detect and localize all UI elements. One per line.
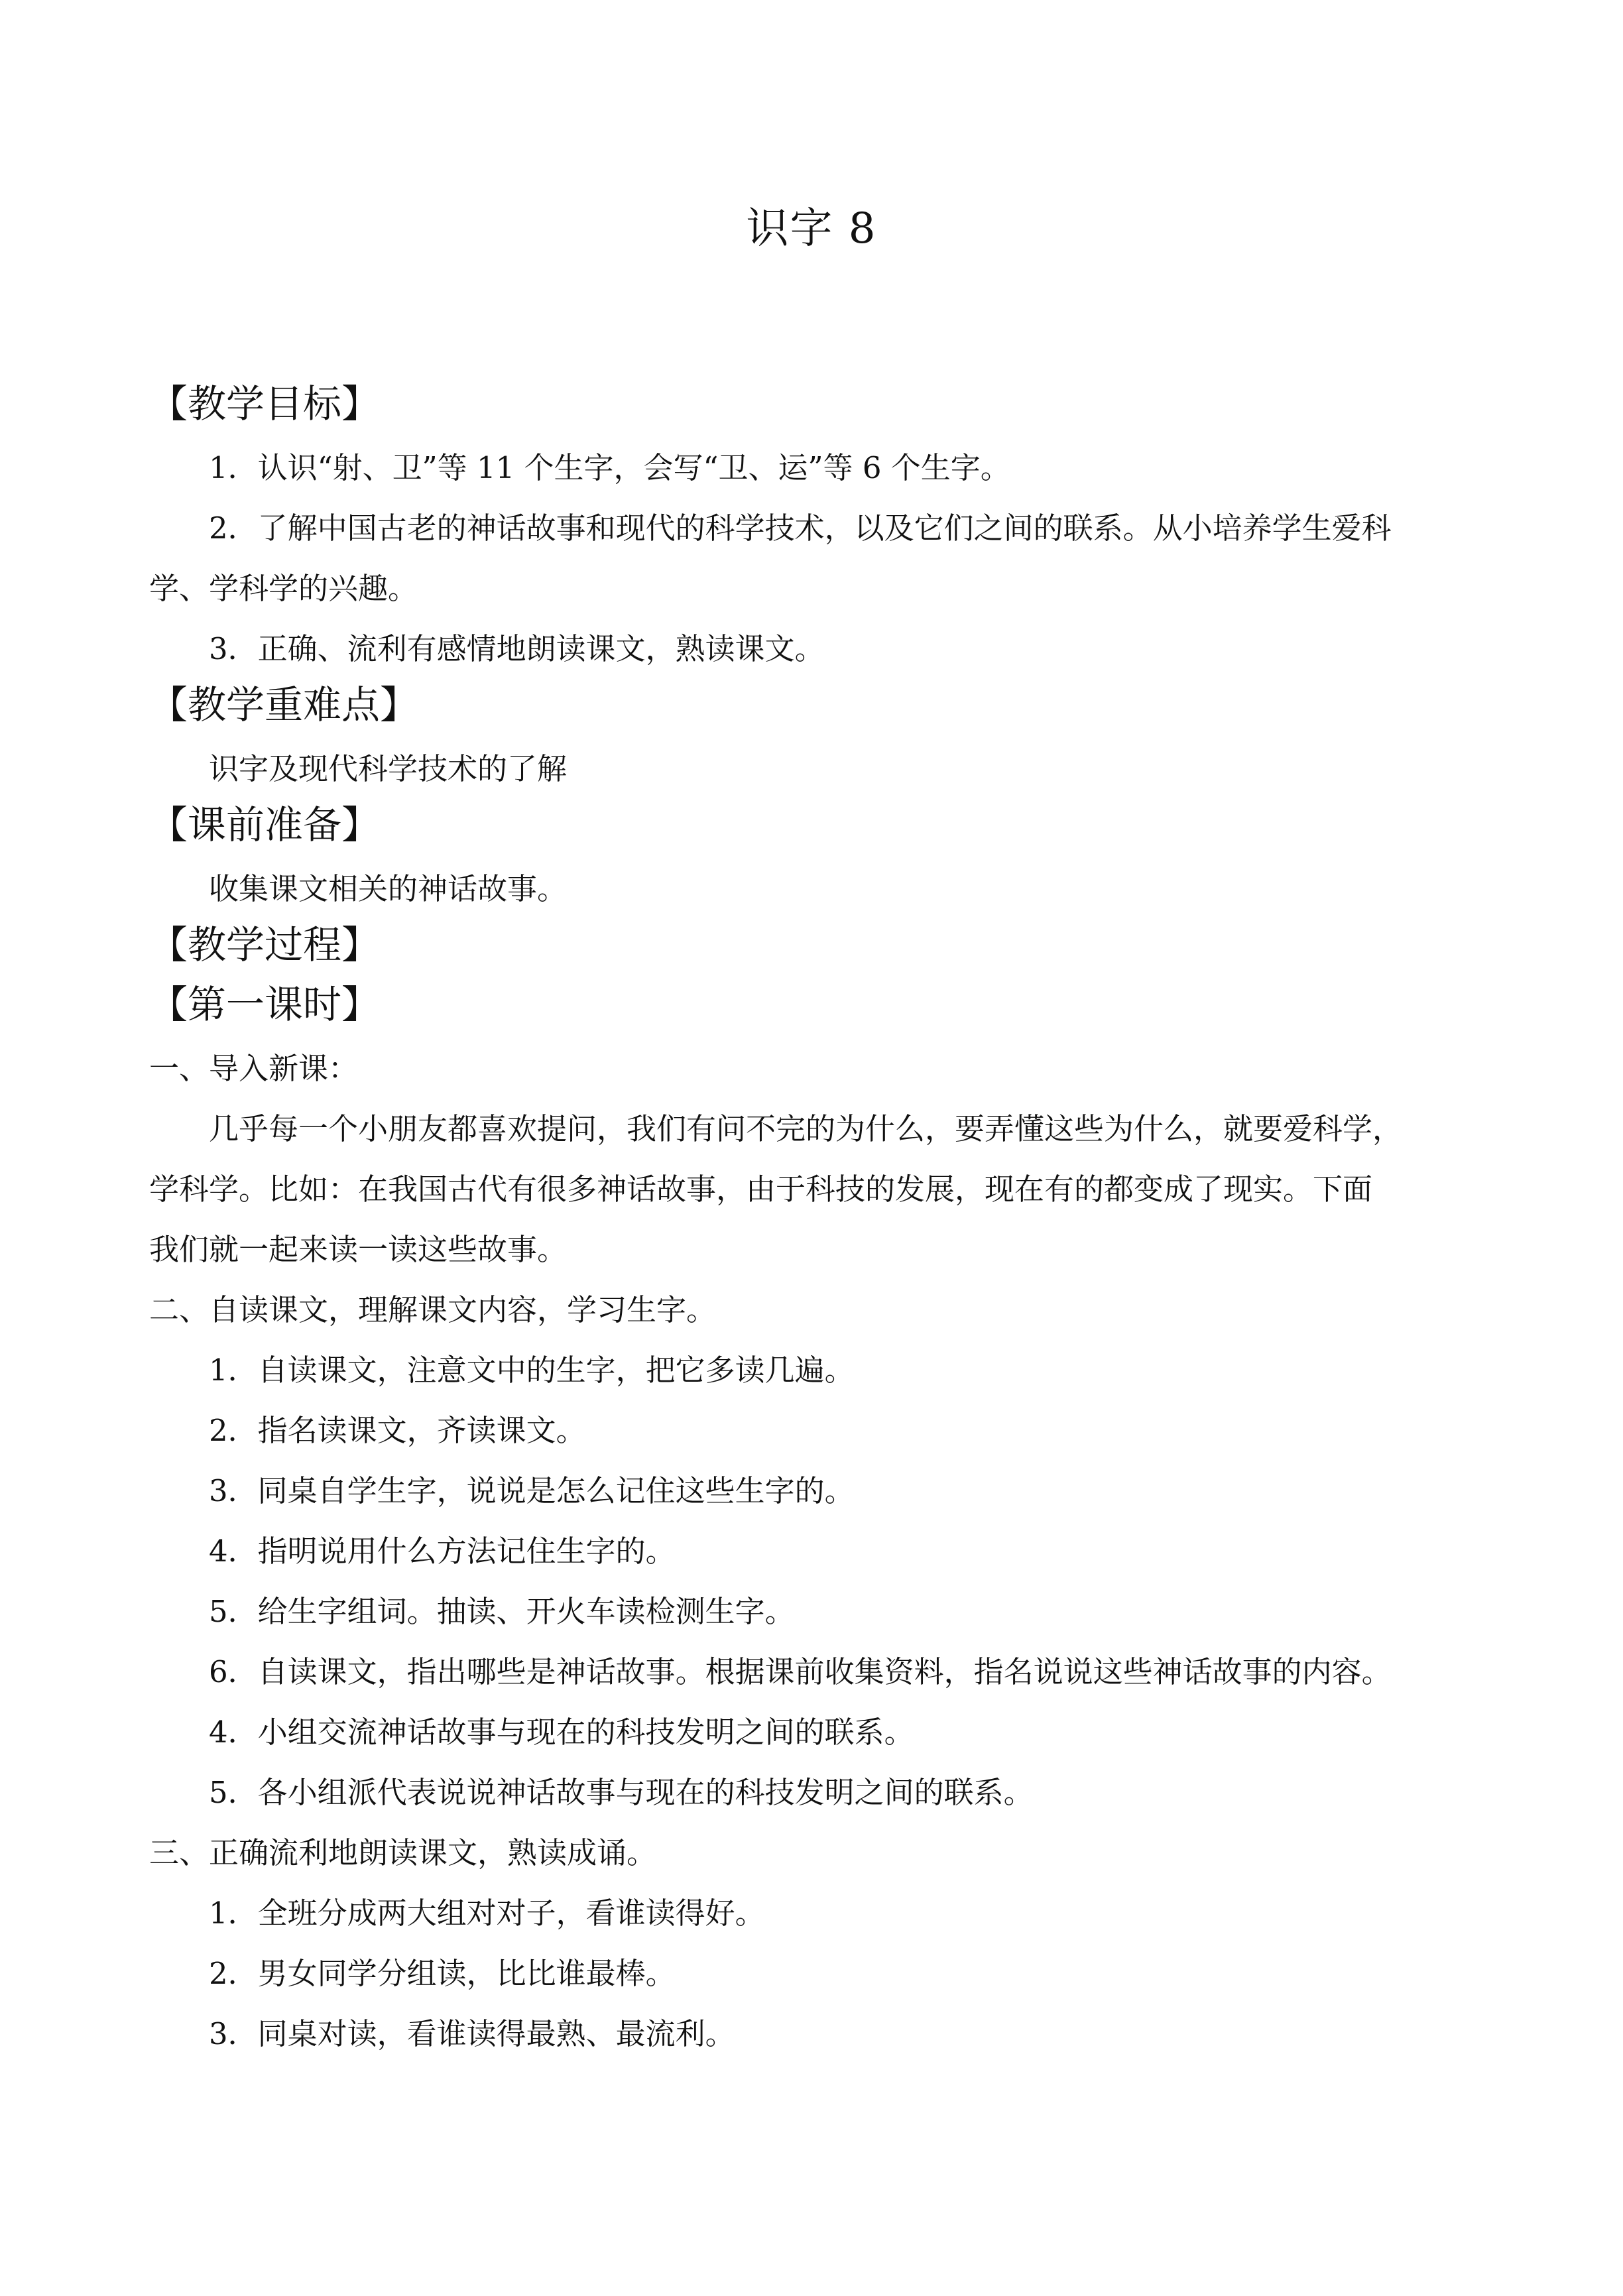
part2-item: 3．同桌自学生字，说说是怎么记住这些生字的。	[209, 1473, 855, 1508]
process-heading: 【教学过程】	[149, 922, 381, 967]
part1-line: 学科学。比如：在我国古代有很多神话故事，由于科技的发展，现在有的都变成了现实。下面	[149, 1172, 1373, 1207]
part1-line: 我们就一起来读一读这些故事。	[149, 1232, 568, 1267]
part2-item: 4．小组交流神话故事与现在的科技发明之间的联系。	[209, 1715, 914, 1750]
part2-item: 5．各小组派代表说说神话故事与现在的科技发明之间的联系。	[209, 1775, 1034, 1810]
part1-heading: 一、导入新课：	[149, 1051, 359, 1086]
keypoints-text: 识字及现代科学技术的了解	[209, 751, 568, 786]
part1-line: 几乎每一个小朋友都喜欢提问，我们有问不完的为什么，要弄懂这些为什么，就要爱科学，	[209, 1111, 1403, 1146]
objective-item-continuation: 学、学科学的兴趣。	[149, 571, 418, 606]
part3-item: 3．同桌对读，看谁读得最熟、最流利。	[209, 2016, 735, 2051]
keypoints-heading: 【教学重难点】	[149, 682, 419, 727]
part2-item: 1．自读课文，注意文中的生字，把它多读几遍。	[209, 1353, 855, 1388]
document-body	[149, 378, 1488, 2064]
objective-item: 2．了解中国古老的神话故事和现代的科学技术，以及它们之间的联系。从小培养学生爱科	[209, 511, 1392, 546]
part3-item: 1．全班分成两大组对对子，看谁读得好。	[209, 1896, 765, 1931]
part2-item: 6．自读课文，指出哪些是神话故事。根据课前收集资料，指名说说这些神话故事的内容。	[209, 1654, 1392, 1689]
prep-text: 收集课文相关的神话故事。	[209, 871, 568, 906]
objectives-heading: 【教学目标】	[149, 381, 381, 426]
part2-item: 4．指明说用什么方法记住生字的。	[209, 1534, 676, 1569]
part3-item: 2．男女同学分组读，比比谁最棒。	[209, 1956, 676, 1991]
objective-item: 3．正确、流利有感情地朗读课文，熟读课文。	[209, 631, 825, 666]
part2-heading: 二、自读课文，理解课文内容，学习生字。	[149, 1292, 717, 1327]
lesson1-heading: 【第一课时】	[149, 982, 381, 1027]
part2-item: 5．给生字组词。抽读、开火车读检测生字。	[209, 1594, 795, 1629]
part2-item: 2．指名读课文，齐读课文。	[209, 1413, 586, 1448]
part3-heading: 三、正确流利地朗读课文，熟读成诵。	[149, 1835, 657, 1870]
prep-heading: 【课前准备】	[149, 802, 381, 847]
objective-item: 1．认识“射、卫”等 11 个生字，会写“卫、运”等 6 个生字。	[209, 450, 1010, 485]
document-title: 识字 8	[746, 204, 877, 253]
